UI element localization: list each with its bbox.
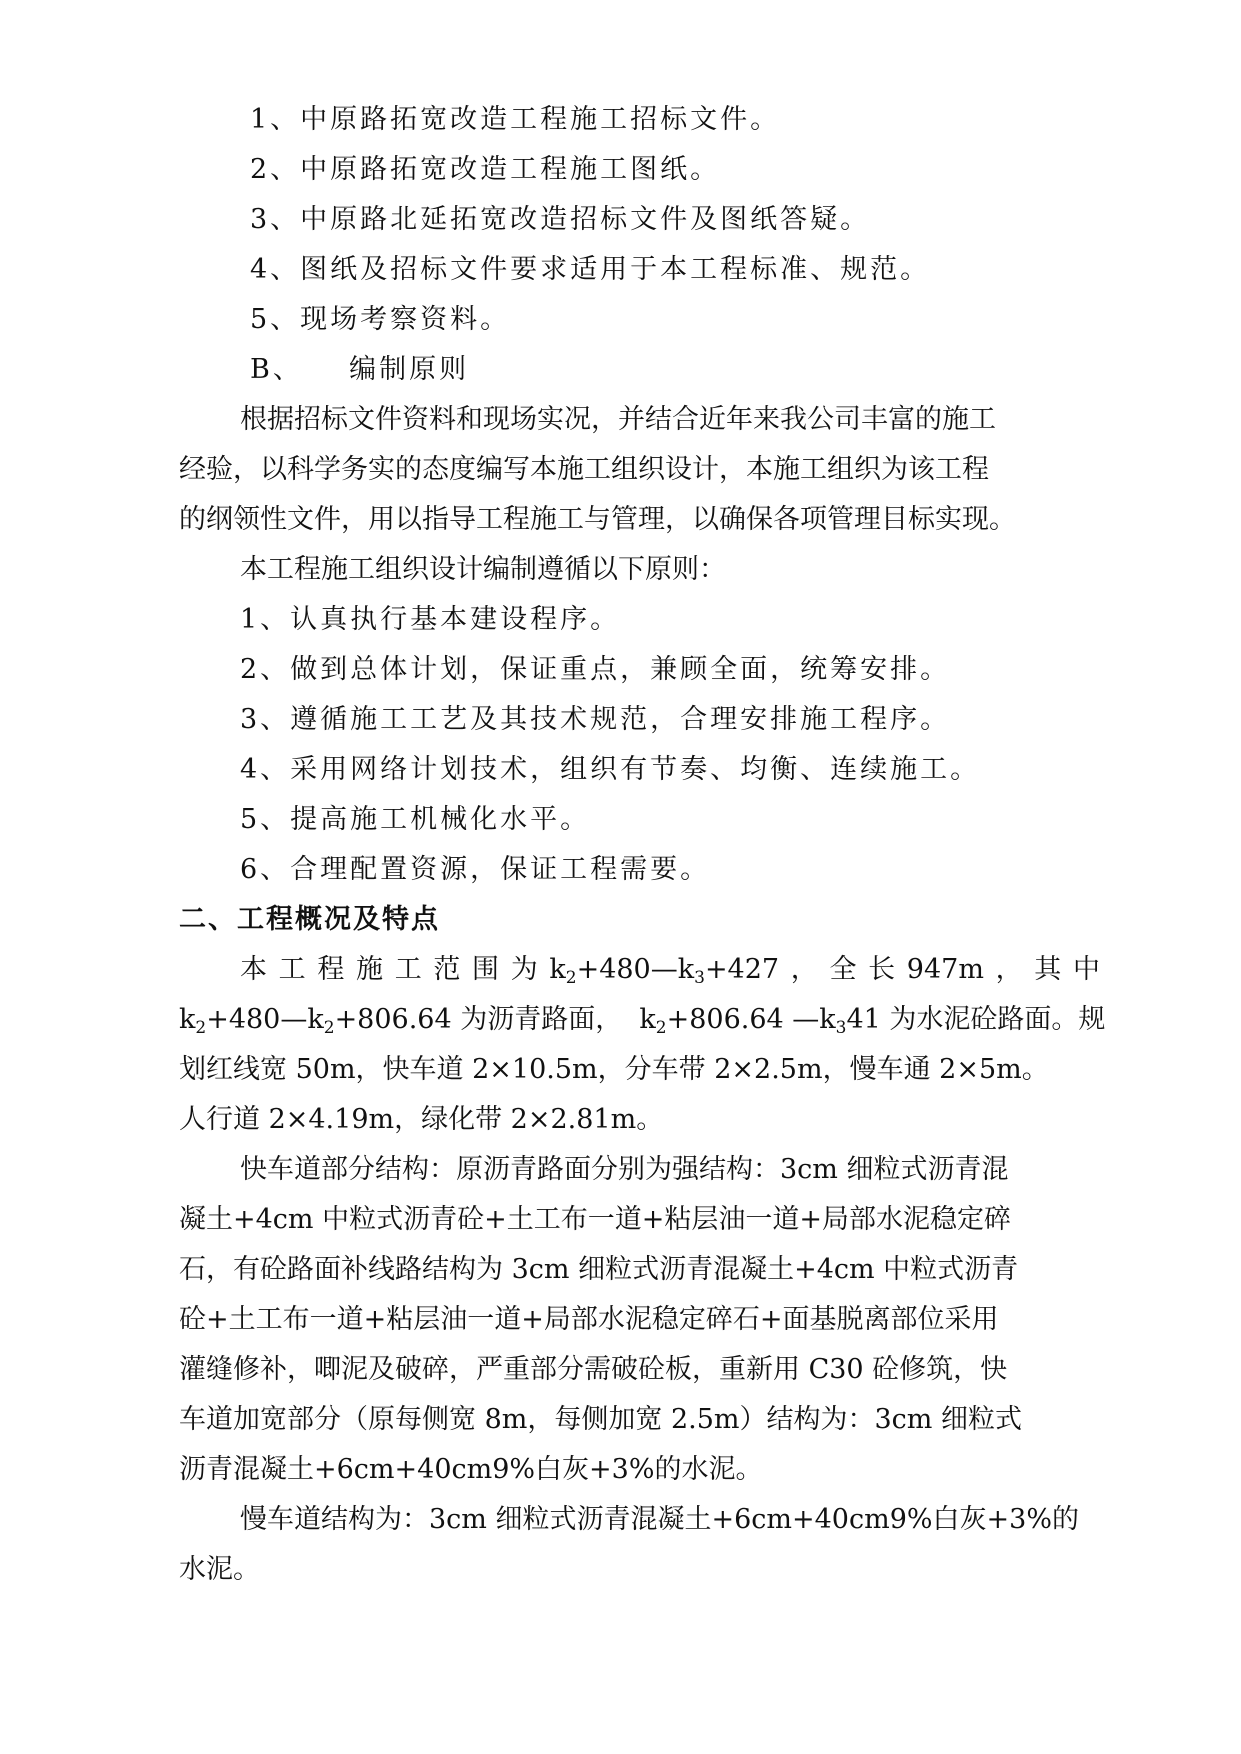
fast-lane-line: 砼+土工布一道+粘层油一道+局部水泥稳定碎石+面基脱离部位采用	[179, 1304, 999, 1335]
overview-line-4: 人行道 2×4.19m，绿化带 2×2.81m。	[179, 1104, 664, 1135]
overview-line-3: 划红线宽 50m，快车道 2×10.5m，分车带 2×2.5m，慢车通 2×5m。	[179, 1054, 1049, 1085]
fast-lane-line: 车道加宽部分（原每侧宽 8m，每侧加宽 2.5m）结构为：3cm 细粒式	[179, 1404, 1022, 1435]
fast-lane-line: 快车道部分结构：原沥青路面分别为强结构：3cm 细粒式沥青混	[240, 1154, 1009, 1185]
basis-item: 2、中原路拓宽改造工程施工图纸。	[250, 154, 721, 185]
principle-item: 6、合理配置资源，保证工程需要。	[240, 854, 711, 885]
section-b-heading: B、 编制原则	[250, 354, 470, 385]
principle-item: 2、做到总体计划，保证重点，兼顾全面，统筹安排。	[240, 654, 951, 685]
overview-char: 长	[868, 954, 896, 985]
basis-item: 3、中原路北延拓宽改造招标文件及图纸答疑。	[250, 204, 871, 235]
basis-item: 1、中原路拓宽改造工程施工招标文件。	[250, 104, 781, 135]
overview-line-1	[240, 950, 1100, 990]
overview-char: 范	[433, 954, 461, 985]
fast-lane-line: 石，有砼路面补线路结构为 3cm 细粒式沥青混凝土+4cm 中粒式沥青	[179, 1254, 1019, 1285]
section-heading: 二、工程概况及特点	[179, 904, 440, 935]
fast-lane-line: 沥青混凝土+6cm+40cm9%白灰+3%的水泥。	[179, 1454, 763, 1485]
fast-lane-line: 凝土+4cm 中粒式沥青砼+土工布一道+粘层油一道+局部水泥稳定碎	[179, 1204, 1011, 1235]
fast-lane-line: 灌缝修补，唧泥及破碎，严重部分需破砼板，重新用 C30 砼修筑，快	[179, 1354, 1008, 1385]
overview-char: 为	[510, 954, 538, 985]
basis-item: 4、图纸及招标文件要求适用于本工程标准、规范。	[250, 254, 931, 285]
principle-item: 1、认真执行基本建设程序。	[240, 604, 621, 635]
principle-item: 4、采用网络计划技术，组织有节奏、均衡、连续施工。	[240, 754, 981, 785]
overview-char: ，	[995, 954, 1023, 985]
principle-item: 3、遵循施工工艺及其技术规范，合理安排施工程序。	[240, 704, 951, 735]
overview-char: 947m	[906, 954, 984, 985]
paragraph-line: 经验，以科学务实的态度编写本施工组织设计，本施工组织为该工程	[179, 454, 989, 485]
overview-char: 本	[240, 954, 267, 985]
overview-char: ，	[790, 954, 818, 985]
slow-lane-line: 慢车道结构为：3cm 细粒式沥青混凝土+6cm+40cm9%白灰+3%的	[240, 1504, 1080, 1535]
overview-char: 其	[1034, 954, 1062, 985]
principles-intro: 本工程施工组织设计编制遵循以下原则：	[240, 554, 726, 585]
chainage-range: $k_2+480—k_3+427$	[549, 954, 780, 988]
overview-char: 全	[829, 954, 857, 985]
overview-char: 围	[472, 954, 500, 985]
overview-char: 工	[278, 954, 306, 985]
overview-char: 程	[317, 954, 345, 985]
slow-lane-line: 水泥。	[179, 1554, 260, 1585]
basis-item: 5、现场考察资料。	[250, 304, 511, 335]
overview-char: 中	[1072, 954, 1100, 985]
overview-char: 施	[356, 954, 384, 985]
overview-char: 工	[394, 954, 422, 985]
overview-line-2: $k_2+480—k_2+806.64$ 为沥青路面， $k_2+806.64$ $—k_341$ 为水泥砼路面。规	[179, 1004, 1106, 1038]
paragraph-line: 的纲领性文件，用以指导工程施工与管理，以确保各项管理目标实现。	[179, 504, 1016, 535]
paragraph-line: 根据招标文件资料和现场实况，并结合近年来我公司丰富的施工	[240, 404, 996, 435]
principle-item: 5、提高施工机械化水平。	[240, 804, 591, 835]
